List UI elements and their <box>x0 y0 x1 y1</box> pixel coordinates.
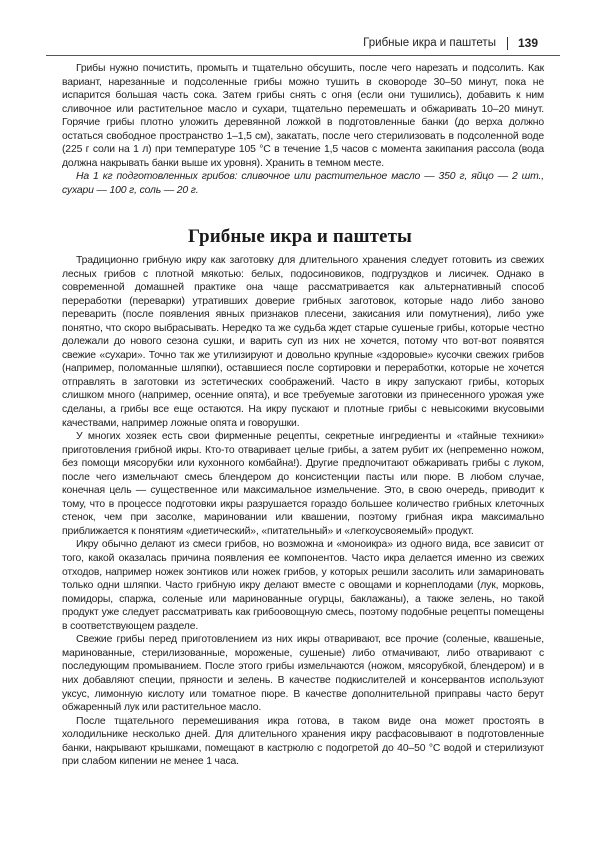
running-header <box>363 36 538 50</box>
section-title: Грибные икра и паштеты <box>188 226 412 247</box>
paragraph: После тщательного перемешивания икра готова, в таком виде она может простоять в холодильнике несколько дней. Для длительного хранения икру расфасовывают в подготовленные банки, накрывают крышками, помещают в кастрюлю с подогретой до 40–50 °С водой и стерилизуют при слабом кипении не менее 1 часа. <box>62 715 544 768</box>
paragraph: Традиционно грибную икру как заготовку для длительного хранения следует готовить из свежих лесных грибов с плотной мякотью: белых, подосиновиков, подгруздков и лисичек. Однако в современной домашней практике она чаще рассматривается как альтернативный способ переработки (переварки) утративших доверие грибных заготовок, которые надо либо заново переварить (после появления явных признаков плесени, закисания или помутнения), либо уже понятно, что скоро выбрасывать. Нередко та же судьба ждет старые сушеные грибы, которые честно долежали до нового сезона сушки, и варить суп из них не хочется, потому что вот-вот появятся свежие «сухари». Точно так же утилизируют и довольно крупные «здоровые» кусочки свежих грибов (например, поломанные шляпки), оставшиеся после сортировки и переработки, которые не хочется отправлять в заготовки из эстетических соображений. Часто в икру запускают грибы, которых слишком много (например, осенние опята), и все требуемые заготовки из принесенного урожая уже сделаны, а грибы все еще остаются. На икру пускают и плотные грибы с невысокими вкусовыми качествами, например ложные опята и говорушки. <box>62 255 544 429</box>
intro-block <box>62 62 544 197</box>
header-separator <box>507 37 508 50</box>
page-number: 139 <box>517 36 538 50</box>
paragraph: Икру обычно делают из смеси грибов, но возможна и «моноикра» из одного вида, все зависит от того, какой оказалась причина появления ее компонентов. Часто икра делается именно из свежих отходов, например ножек зонтиков или ножек грибов, у которых решили засолить или замариновать только одни шляпки. Часто грибную икру делают вместе с овощами и корнеплодами (лук, морковь, помидоры, спаржа, соленые или маринованные огурцы, баклажаны), а также зелень, но такой продукт уже следует рассматривать как грибоовощную смесь, поэтому подобные рецепты помещены в соответствующем разделе. <box>62 539 544 632</box>
ingredients-note: На 1 кг подготовленных грибов: сливочное или растительное масло — 350 г, яйцо — 2 шт., сухари — 100 г, соль — 20 г. <box>62 171 544 196</box>
paragraph: У многих хозяек есть свои фирменные рецепты, секретные ингредиенты и «тайные техники» приготовления грибной икры. Кто-то отваривает целые грибы, а затем рубит их (непременно ножом, без помощи мясорубки или кухонного комбайна!). Другие предпочитают обжаривать грибы с луком, после чего измельчают смесь блендером до консистенции пасты или пюре. В любом случае, конечная цель — существенное или максимальное измельчение. Это, в свою очередь, приводит к тому, что в процессе подготовки икры разрушается гораздо большее количество грибных клеточных стенок, чем при засолке, мариновании или квашении, поэтому грибная икра максимально приближается к понятиям «диетический», «питательный» и «легкоусвояемый» продукт. <box>62 431 544 537</box>
running-header-title: Грибные икра и паштеты <box>363 37 496 49</box>
paragraph: Свежие грибы перед приготовлением из них икры отваривают, все прочие (соленые, квашеные, маринованные, стерилизованные, мороженые, сушеные) либо отмачивают, либо отваривают с последующим промыванием. После этого грибы измельчаются (ножом, мясорубкой, блендером) и в них добавляют специи, пряности и зелень. В качестве подкислителей и консервантов используют уксус, лимонную кислоту или томатное пюре. В качестве дополнительной приправы часто берут обжаренный лук или растительное масло. <box>62 634 544 714</box>
section-body <box>62 254 544 769</box>
header-rule <box>46 55 560 56</box>
intro-paragraph: Грибы нужно почистить, промыть и тщательно обсушить, после чего нарезать и подсолить. Как вариант, нарезанные и подсоленные грибы можно тушить в сковороде 30–50 минут, пока не испарится большая часть сока. Затем грибы снять с огня (если они тушились), добавить к ним сливочное или растительное масло и сухари, тщательно перемешать и обжаривать 10–20 минут. Горячие грибы плотно уложить деревянной ложкой в подготовленные банки (до верха должно остаться свободное пространство 1–1,5 см), закатать, после чего стерилизовать в подсоленной воде (225 г соли на 1 л) при температуре 105 °С в течение 1,5 часов с момента закипания рассола (вода должна накрывать банки выше их уровня). Хранить в темном месте. <box>62 63 544 169</box>
